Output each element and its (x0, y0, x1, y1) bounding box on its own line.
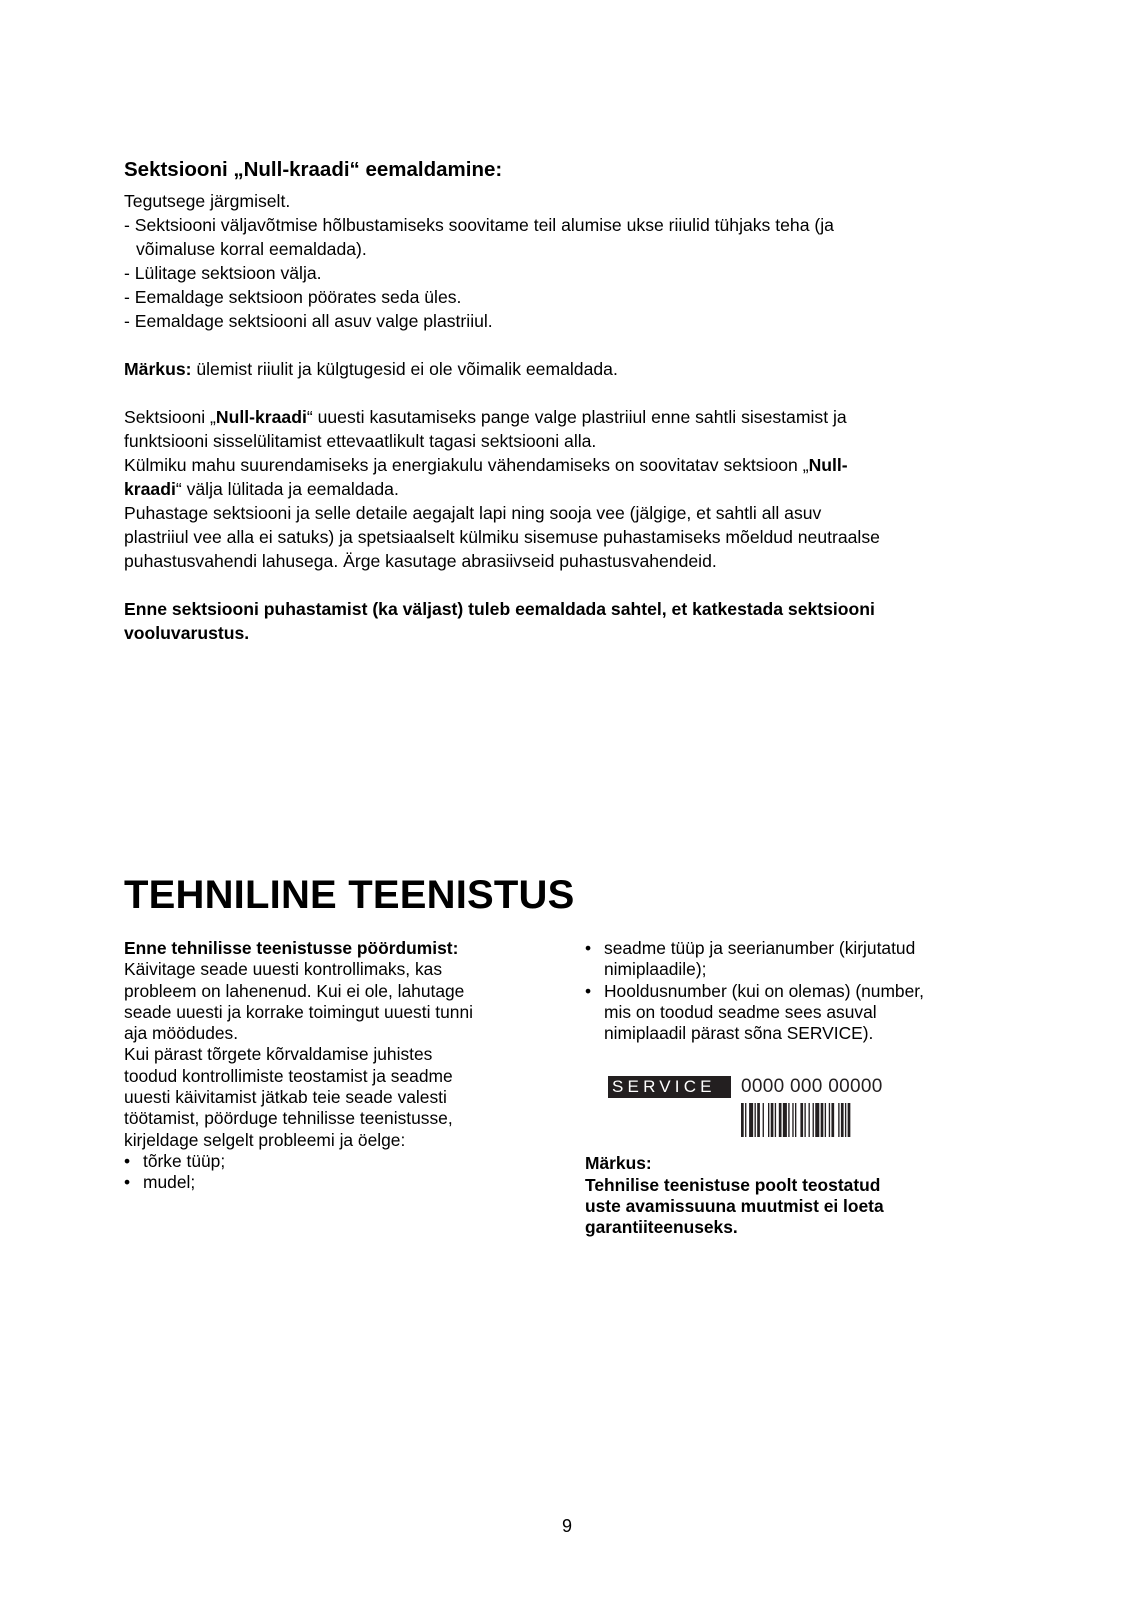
paragraph-2-line-2 (124, 477, 1024, 501)
note-text: ülemist riiulit ja külgtugesid ei ole võimalik eemaldada. (191, 359, 618, 379)
bullet-service-number-line-1: Hooldusnumber (kui on olemas) (number, (604, 980, 924, 1001)
list-item (124, 1151, 554, 1172)
barcode-bar (763, 1103, 764, 1137)
barcode-bar (841, 1103, 844, 1137)
paragraph-1-part-b: Null-kraadi (215, 407, 307, 427)
barcode-bar (783, 1103, 787, 1137)
right-note-label: Märkus: (585, 1153, 652, 1174)
left-line-6: toodud kontrollimiste teostamist ja seadme (124, 1065, 453, 1086)
bullet-service-number (604, 981, 1005, 1045)
paragraph-3-line-2: plastriiul vee alla ei satuks) ja spetsiaalselt külmiku sisemuse puhastamiseks mõeldud neutraalse (124, 527, 880, 547)
barcode-bar (788, 1103, 789, 1137)
section-null-degree-removal (124, 157, 1024, 645)
barcode-bar (779, 1103, 782, 1137)
step-2: - Lülitage sektsioon välja. (124, 263, 322, 283)
step-1: - Sektsiooni väljavõtmise hõlbustamiseks soovitame teil alumise ukse riiulid tühjaks teha (ja (124, 215, 834, 235)
left-line-8: töötamist, pöörduge tehnilisse teenistusse, (124, 1108, 453, 1129)
page-number: 9 (561, 1516, 572, 1536)
barcode-bar (757, 1103, 760, 1137)
bullet-icon: • (124, 1172, 131, 1193)
barcode-bar (768, 1103, 769, 1137)
barcode-bar (845, 1103, 846, 1137)
bullet-icon: • (585, 938, 592, 958)
paragraph-1 (124, 405, 1024, 429)
paragraph-1-part-a: Sektsiooni „ (124, 407, 216, 427)
warning-line-1: Enne sektsiooni puhastamist (ka väljast) tuleb eemaldada sahtel, et katkestada sektsiooni (124, 599, 875, 619)
technical-service-left-column (124, 938, 554, 1194)
bullet-icon: • (585, 980, 592, 1001)
bullet-icon: • (124, 1150, 131, 1171)
paragraph-2 (124, 453, 1024, 477)
intro-text: Tegutsege järgmiselt. (124, 191, 291, 211)
bullet-fault-type: tõrke tüüp; (143, 1150, 226, 1171)
bullet-device-type (604, 938, 1005, 981)
barcode-bar (775, 1103, 776, 1137)
left-line-5: Kui pärast tõrgete kõrvaldamise juhistes (124, 1044, 433, 1065)
paragraph-2-part-d: “ välja lülitada ja eemaldada. (175, 479, 399, 499)
right-note-line-1: Tehnilise teenistuse poolt teostatud (585, 1174, 881, 1195)
barcode-bar (755, 1103, 756, 1137)
barcode-bar (804, 1103, 805, 1137)
step-3: - Eemaldage sektsioon pöörates seda üles. (124, 287, 462, 307)
note-label: Märkus: (124, 359, 192, 379)
barcode-icon (741, 1103, 891, 1138)
warning-line-2: vooluvarustus. (124, 623, 250, 643)
paragraph-3-line-3: puhastusvahendi lahusega. Ärge kasutage abrasiivseid puhastusvahendeid. (124, 551, 717, 571)
service-number: 0000 000 00000 (741, 1076, 883, 1097)
barcode-bar (821, 1103, 824, 1137)
step-1-continued: võimaluse korral eemaldada). (136, 239, 367, 259)
barcode-bar (800, 1103, 803, 1137)
service-plate-illustration (608, 1076, 898, 1146)
left-line-9: kirjeldage selgelt probleemi ja öelge: (124, 1129, 406, 1150)
bullet-device-type-line-2: nimiplaadile); (604, 959, 707, 980)
barcode-bar (848, 1103, 851, 1137)
list-item (124, 1172, 554, 1193)
left-line-2: probleem on lahenenud. Kui ei ole, lahutage (124, 980, 465, 1001)
left-line-4: aja möödudes. (124, 1023, 239, 1044)
paragraph-2-part-a: Külmiku mahu suurendamiseks ja energiakulu vähendamiseks on soovitatav sektsioon „ (124, 455, 809, 475)
paragraph-2-part-c: kraadi (124, 479, 176, 499)
bullet-model: mudel; (143, 1172, 196, 1193)
paragraph-3-line-1: Puhastage sektsiooni ja selle detaile aegajalt lapi ning sooja vee (jälgige, et sahtli all asuv (124, 503, 822, 523)
bullet-service-number-line-3: nimiplaadil pärast sõna SERVICE). (604, 1023, 874, 1044)
barcode-bar (809, 1103, 810, 1137)
left-line-1: Käivitage seade uuesti kontrollimaks, kas (124, 959, 443, 980)
section-2-title: TEHNILINE TEENISTUS (124, 873, 575, 917)
list-item (585, 938, 1005, 981)
barcode-bar (741, 1103, 744, 1137)
bullet-service-number-line-2: mis on toodud seadme sees asuval (604, 1001, 877, 1022)
right-note-line-2: uste avamissuuna muutmist ei loeta (585, 1196, 884, 1217)
barcode-bar (815, 1103, 819, 1137)
section-title: Sektsiooni „Null-kraadi“ eemaldamine: (124, 158, 503, 181)
barcode-bar (838, 1103, 839, 1137)
bullet-device-type-line-1: seadme tüüp ja seerianumber (kirjutatud (604, 938, 916, 958)
barcode-bar (745, 1103, 746, 1137)
paragraph-1-line-2: funktsiooni sisselülitamist ettevaatlikult tagasi sektsiooni alla. (124, 431, 597, 451)
left-line-7: uuesti käivitamist jätkab teie seade valesti (124, 1087, 447, 1108)
barcode-bar (792, 1103, 793, 1137)
barcode-bar (749, 1103, 753, 1137)
paragraph-2-part-b: Null- (808, 455, 848, 475)
barcode-bar (825, 1103, 826, 1137)
barcode-bar (771, 1103, 774, 1137)
note (124, 357, 1024, 381)
left-heading: Enne tehnilisse teenistusse pöördumist: (124, 938, 459, 958)
barcode-bar (813, 1103, 814, 1137)
barcode-bar (829, 1103, 830, 1137)
barcode-bar (795, 1103, 796, 1137)
paragraph-1-part-c: “ uuesti kasutamiseks pange valge plastriiul enne sahtli sisestamist ja (306, 407, 847, 427)
service-label: SERVICE (608, 1076, 731, 1098)
step-4: - Eemaldage sektsiooni all asuv valge plastriiul. (124, 311, 493, 331)
list-item (585, 981, 1005, 1045)
left-line-3: seade uuesti ja korrake toimingut uuesti tunni (124, 1001, 473, 1022)
barcode-bar (831, 1103, 834, 1137)
right-note-line-3: garantiiteenuseks. (585, 1217, 738, 1238)
